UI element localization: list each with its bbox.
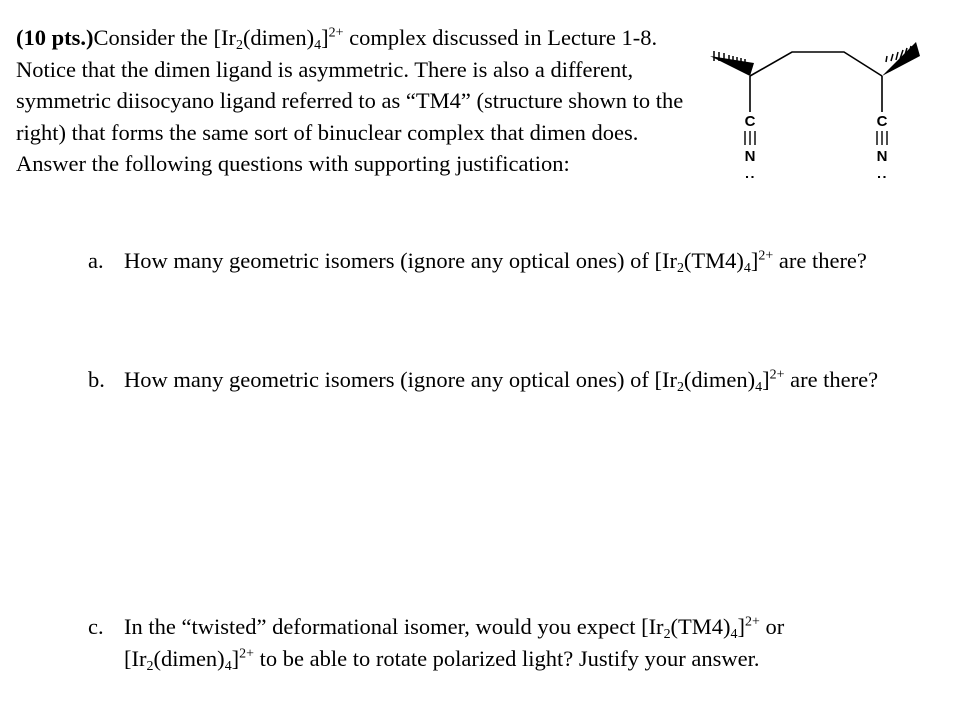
question-b-sup: 2+ (769, 367, 785, 383)
question-b-sub: 4 (755, 379, 763, 395)
intro-text-4: complex discussed in Lecture 1-8. Notice that the dimen ligand is asymmetric. There is also a different, symmetric diisocyano ligand referred to as “TM4” (structure shown to the right) that forms the same sort of binuclear complex that dimen does. Answer the following questions with supporting justification: (16, 25, 684, 176)
question-c-sub: 2 (663, 626, 671, 642)
right-nitrogen-atom: N (876, 148, 888, 165)
question-b-part: ] (762, 367, 770, 392)
problem-intro (16, 22, 706, 180)
left-bold-wedge (710, 56, 754, 76)
question-c-part: ] (231, 646, 240, 671)
right-lone-pair: : (874, 174, 891, 180)
question-c-part: (dimen) (153, 646, 225, 671)
intro-text-3: ] (321, 25, 329, 50)
intro-text-1: Consider the [Ir (93, 25, 236, 50)
intro-sub-2: 4 (314, 37, 322, 53)
question-b-letter: b. (88, 367, 105, 392)
question-c-part: (TM4) (670, 614, 731, 639)
question-a-sub: 4 (743, 260, 751, 276)
tm4-structure-diagram (710, 18, 930, 208)
left-triple-bond (745, 131, 755, 145)
question-c-sub: 4 (224, 658, 232, 674)
question-a-sub: 2 (676, 260, 684, 276)
question-c-sup: 2+ (239, 646, 254, 662)
points-label: (10 pts.) (16, 25, 94, 50)
question-b-text (124, 364, 888, 396)
right-triple-bond (877, 131, 887, 145)
question-c-part: ] (737, 614, 745, 639)
question-a-letter: a. (88, 248, 104, 273)
question-c-part: [Ir (124, 646, 147, 671)
question-c-part: to be able to rotate polarized light? Justify your answer. (254, 646, 760, 671)
left-lone-pair: : (742, 174, 759, 180)
left-carbon-atom: C (744, 113, 756, 130)
question-c-letter: c. (88, 614, 104, 639)
question-c-text (124, 611, 888, 675)
left-nitrogen-atom: N (744, 148, 756, 165)
question-c-part: or (759, 614, 785, 639)
question-b-part: (dimen) (683, 367, 756, 392)
question-c-sup: 2+ (745, 614, 760, 630)
question-c-sub: 2 (146, 658, 154, 674)
question-b (88, 364, 888, 396)
question-c-sub: 4 (730, 626, 738, 642)
question-a-part: (TM4) (683, 248, 744, 273)
question-c (88, 611, 888, 675)
question-a-text (124, 245, 888, 277)
question-b-part: are there? (784, 367, 879, 392)
question-a-part: are there? (773, 248, 867, 273)
question-a-sup: 2+ (758, 248, 774, 264)
right-carbon-atom: C (876, 113, 888, 130)
question-b-sub: 2 (676, 379, 684, 395)
question-a (88, 245, 888, 277)
intro-sup-1: 2+ (328, 25, 344, 41)
backbone-chain (750, 52, 882, 76)
question-c-part: In the “twisted” deformational isomer, would you expect [Ir (124, 614, 664, 639)
intro-sub-1: 2 (235, 37, 243, 53)
question-b-part: How many geometric isomers (ignore any optical ones) of [Ir (124, 367, 677, 392)
right-bold-wedge (882, 42, 920, 76)
intro-text-2: (dimen) (242, 25, 315, 50)
question-a-part: How many geometric isomers (ignore any optical ones) of [Ir (124, 248, 677, 273)
question-a-part: ] (750, 248, 759, 273)
